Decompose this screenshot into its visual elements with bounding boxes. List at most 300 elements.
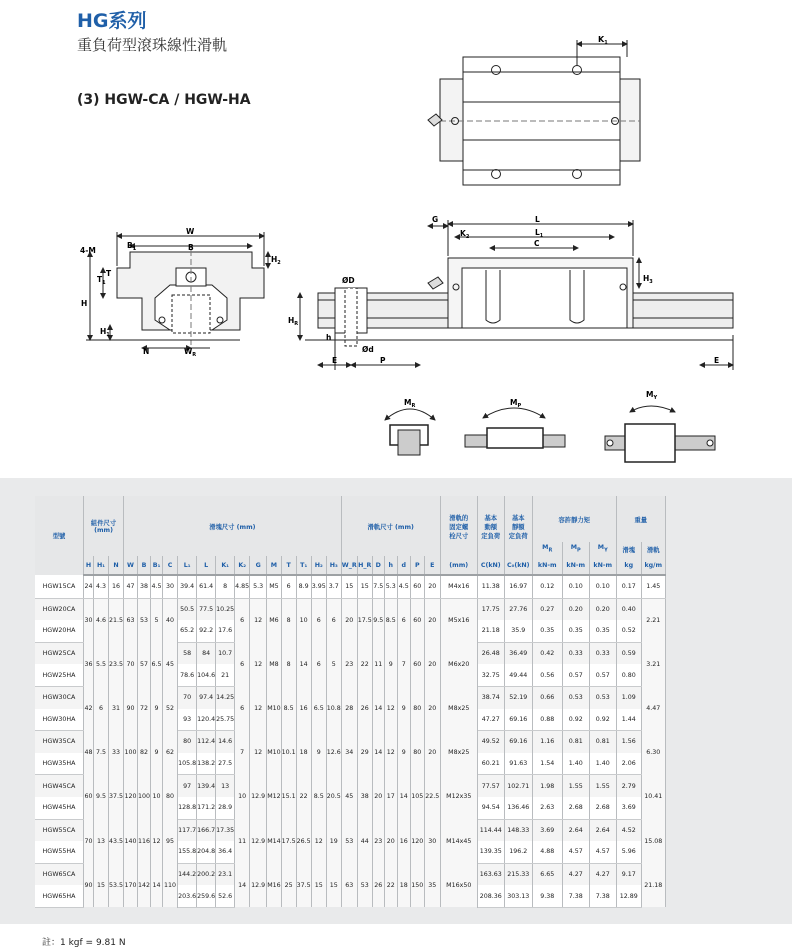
table-cell: 16 [397, 819, 410, 863]
header-block: 滑塊尺寸 (mm) [124, 496, 342, 556]
header-column: D [372, 556, 384, 575]
table-cell: 60 [410, 575, 424, 598]
header-model: 型號 [35, 496, 84, 575]
header-rail: 滑軌尺寸 (mm) [341, 496, 440, 556]
table-cell: 120 [124, 775, 138, 819]
table-cell: 1.45 [641, 575, 665, 598]
table-cell: 5.5 [94, 642, 109, 686]
header-column: H_R [357, 556, 372, 575]
table-cell: 90 [84, 863, 94, 907]
table-cell: 6 [235, 686, 250, 730]
model-cell: HGW25HA [35, 664, 84, 686]
table-cell: 4.57 [562, 841, 589, 863]
table-cell: 3.21 [641, 642, 665, 686]
table-cell: 163.63 [477, 863, 504, 885]
table-cell: 44 [357, 819, 372, 863]
table-cell: 62 [163, 731, 178, 775]
dim-h: h [326, 333, 332, 342]
table-cell: 9.17 [616, 863, 641, 885]
table-cell: 9 [397, 686, 410, 730]
subscript: Y [604, 547, 608, 554]
table-cell: 17.35 [216, 819, 235, 841]
dim-G: G [432, 215, 439, 224]
header-column: M [267, 556, 281, 575]
table-row [35, 575, 665, 598]
table-cell: 63 [124, 598, 138, 642]
header-column: P [410, 556, 424, 575]
table-cell: 53 [341, 819, 357, 863]
dim-HR: $H_R$ [288, 316, 299, 327]
dim-H: H [81, 299, 88, 308]
dim-B1: $B_1$ [127, 241, 137, 252]
table-cell: 29 [357, 731, 372, 775]
table-cell: 0.20 [562, 598, 589, 620]
table-cell: 5.3 [250, 575, 267, 598]
table-cell: 1.09 [616, 686, 641, 708]
table-cell: 3.7 [326, 575, 341, 598]
table-cell: 0.35 [589, 620, 616, 642]
table-cell: 9.5 [94, 775, 109, 819]
model-cell: HGW65HA [35, 885, 84, 907]
table-cell: 91.63 [504, 753, 532, 775]
table-cell: 4.47 [641, 686, 665, 730]
series-title: HG系列 [77, 10, 147, 32]
table-cell: 23.5 [109, 642, 124, 686]
table-cell: M6 [267, 598, 281, 642]
table-cell: 65.2 [178, 620, 197, 642]
table-cell: 97.4 [197, 686, 216, 708]
table-cell: 170 [124, 863, 138, 907]
table-cell: 8.9 [296, 575, 311, 598]
table-cell: 60 [410, 642, 424, 686]
table-cell: 200.2 [197, 863, 216, 885]
table-cell: 14 [235, 863, 250, 907]
header-assembly: 組件尺寸 (mm) [84, 496, 124, 556]
table-cell: 6.5 [151, 642, 163, 686]
table-cell: 19 [326, 819, 341, 863]
table-cell: 4.52 [616, 819, 641, 841]
table-cell: 45 [163, 642, 178, 686]
table-cell: 0.17 [616, 575, 641, 598]
table-cell: 0.53 [589, 686, 616, 708]
header-column: K₁ [216, 556, 235, 575]
table-cell: M16 [267, 863, 281, 907]
table-cell: 36.49 [504, 642, 532, 664]
model-cell: HGW30CA [35, 686, 84, 708]
table-cell: 120 [410, 819, 424, 863]
table-cell: M5x16 [440, 598, 477, 642]
spec-table-panel [0, 478, 792, 924]
table-cell: 196.2 [504, 841, 532, 863]
table-cell: 12 [384, 731, 397, 775]
table-cell: 17.5 [357, 598, 372, 642]
table-cell: 52 [163, 686, 178, 730]
dim-K2: $K_2$ [460, 229, 470, 240]
header-column: d [397, 556, 410, 575]
table-cell: 14 [372, 686, 384, 730]
table-cell: 70 [124, 642, 138, 686]
table-cell: 31 [109, 686, 124, 730]
model-cell: HGW20CA [35, 598, 84, 620]
label-MP: $M_P$ [510, 398, 522, 409]
table-cell: 47.27 [477, 709, 504, 731]
table-cell: 171.2 [197, 797, 216, 819]
table-cell: 38.74 [477, 686, 504, 708]
table-cell: 9.5 [372, 598, 384, 642]
header-bolt: 滑軌的 固定螺 栓尺寸 [440, 496, 477, 556]
table-cell: 52.6 [216, 885, 235, 907]
table-cell: 6 [311, 598, 326, 642]
table-cell: 39.4 [178, 575, 197, 598]
table-cell: 80 [410, 686, 424, 730]
table-cell: 26 [372, 863, 384, 907]
table-cell: 144.2 [178, 863, 197, 885]
table-cell: 10.7 [216, 642, 235, 664]
table-cell: 9 [311, 731, 326, 775]
table-cell: 10.25 [216, 598, 235, 620]
label-MY: $M_Y$ [646, 390, 658, 401]
table-cell: 1.54 [532, 753, 562, 775]
table-cell: 14.25 [216, 686, 235, 708]
table-cell: 12 [250, 731, 267, 775]
table-cell: 15 [341, 575, 357, 598]
header-column: (mm) [440, 556, 477, 575]
table-cell: 17.75 [477, 598, 504, 620]
table-cell: 208.36 [477, 885, 504, 907]
table-cell: 14 [372, 731, 384, 775]
table-cell: 3.69 [532, 819, 562, 841]
table-cell: 5.3 [384, 575, 397, 598]
table-cell: 77.57 [477, 775, 504, 797]
table-cell: 26.5 [296, 819, 311, 863]
table-cell: 6.65 [532, 863, 562, 885]
table-cell: 17.5 [281, 819, 296, 863]
table-cell: 4.27 [589, 863, 616, 885]
header-weight: 重量 [616, 496, 665, 542]
table-cell: 0.33 [562, 642, 589, 664]
table-row [35, 598, 665, 620]
table-cell: 2.21 [641, 598, 665, 642]
header-column: W [124, 556, 138, 575]
table-cell: 166.7 [197, 819, 216, 841]
table-cell: 2.06 [616, 753, 641, 775]
table-cell: 8.5 [311, 775, 326, 819]
table-cell: 21.5 [109, 598, 124, 642]
table-cell: 8.5 [281, 686, 296, 730]
table-cell: 48 [84, 731, 94, 775]
table-cell: 8 [281, 642, 296, 686]
table-cell: 14 [296, 642, 311, 686]
table-cell: 136.46 [504, 797, 532, 819]
header-column: h [384, 556, 397, 575]
table-cell: 1.55 [589, 775, 616, 797]
table-cell: 60 [410, 598, 424, 642]
table-cell: 2.79 [616, 775, 641, 797]
table-cell: 0.52 [616, 620, 641, 642]
header-moment-sub: $M_P$ [562, 542, 589, 556]
table-cell: 30 [424, 819, 440, 863]
model-cell: HGW25CA [35, 642, 84, 664]
table-cell: 2.68 [562, 797, 589, 819]
table-cell: 24 [84, 575, 94, 598]
table-cell: 0.81 [589, 731, 616, 753]
table-cell: M5 [267, 575, 281, 598]
table-cell: 34 [341, 731, 357, 775]
table-cell: 7.38 [589, 885, 616, 907]
table-row [35, 819, 665, 841]
table-cell: 6 [281, 575, 296, 598]
table-cell: 9 [151, 686, 163, 730]
table-cell: M6x20 [440, 642, 477, 686]
subscript: P [577, 547, 581, 554]
table-cell: 23.1 [216, 863, 235, 885]
dim-H2: $H_2$ [271, 255, 281, 266]
header-column: kg/m [641, 556, 665, 575]
table-cell: 0.66 [532, 686, 562, 708]
table-cell: 6 [311, 642, 326, 686]
table-cell: 8 [281, 598, 296, 642]
table-cell: 139.4 [197, 775, 216, 797]
table-cell: 61.4 [197, 575, 216, 598]
table-cell: M10 [267, 731, 281, 775]
table-cell: 1.40 [589, 753, 616, 775]
table-cell: 18 [296, 731, 311, 775]
table-row [35, 731, 665, 753]
table-cell: 4.5 [397, 575, 410, 598]
table-cell: 10.41 [641, 775, 665, 819]
header-column: E [424, 556, 440, 575]
table-cell: 303.13 [504, 885, 532, 907]
table-cell: M10 [267, 686, 281, 730]
header-column: L [197, 556, 216, 575]
table-cell: 5.96 [616, 841, 641, 863]
table-cell: 93 [178, 709, 197, 731]
table-cell: 1.56 [616, 731, 641, 753]
table-cell: 10 [296, 598, 311, 642]
spec-table [35, 496, 666, 908]
dim-T1: $T_1$ [97, 275, 106, 286]
table-cell: M8x25 [440, 686, 477, 730]
header-column: B₁ [151, 556, 163, 575]
table-cell: 52.19 [504, 686, 532, 708]
table-cell: 10 [235, 775, 250, 819]
table-cell: 15 [357, 575, 372, 598]
table-cell: 22.5 [424, 775, 440, 819]
table-cell: 2.68 [589, 797, 616, 819]
header-column: N [109, 556, 124, 575]
table-cell: 42 [84, 686, 94, 730]
table-cell: 2.64 [589, 819, 616, 841]
table-cell: 10.8 [326, 686, 341, 730]
header-moment-sub: $M_R$ [532, 542, 562, 556]
table-cell: 104.6 [197, 664, 216, 686]
table-cell: 0.20 [589, 598, 616, 620]
header-column: C [163, 556, 178, 575]
table-cell: 14 [151, 863, 163, 907]
table-cell: 14 [397, 775, 410, 819]
table-cell: M8 [267, 642, 281, 686]
table-cell: 12 [250, 686, 267, 730]
table-cell: 47 [124, 575, 138, 598]
table-cell: 78.6 [178, 664, 197, 686]
table-cell: 0.56 [532, 664, 562, 686]
dim-K1: $K_1$ [598, 35, 608, 46]
table-cell: 6 [326, 598, 341, 642]
table-cell: 117.7 [178, 819, 197, 841]
table-cell: 27.76 [504, 598, 532, 620]
table-cell: 95 [163, 819, 178, 863]
table-cell: 6 [94, 686, 109, 730]
table-cell: 12 [384, 686, 397, 730]
table-cell: 84 [197, 642, 216, 664]
table-cell: 80 [410, 731, 424, 775]
table-cell: M4x16 [440, 575, 477, 598]
subscript: R [548, 547, 553, 554]
table-cell: 80 [178, 731, 197, 753]
table-cell: 58 [178, 642, 197, 664]
table-cell: 105 [410, 775, 424, 819]
table-cell: 12 [151, 819, 163, 863]
table-cell: 77.5 [197, 598, 216, 620]
table-cell: 9 [397, 731, 410, 775]
table-cell: 7.5 [372, 575, 384, 598]
table-cell: 22 [296, 775, 311, 819]
table-cell: 140 [124, 819, 138, 863]
table-cell: 4.57 [589, 841, 616, 863]
table-cell: 6.30 [641, 731, 665, 775]
table-cell: 17.6 [216, 620, 235, 642]
table-cell: 10 [151, 775, 163, 819]
model-cell: HGW55HA [35, 841, 84, 863]
table-cell: 139.35 [477, 841, 504, 863]
footnote: 註：1 kgf = 9.81 N [42, 938, 126, 948]
model-cell: HGW45HA [35, 797, 84, 819]
table-cell: 116 [138, 819, 151, 863]
table-cell: 4.88 [532, 841, 562, 863]
label-4M: 4-M [80, 246, 96, 255]
table-cell: 60 [84, 775, 94, 819]
table-cell: 21.18 [641, 863, 665, 907]
table-cell: 33 [109, 731, 124, 775]
table-cell: 10.1 [281, 731, 296, 775]
table-cell: 12.9 [250, 819, 267, 863]
moment-diagrams [385, 406, 715, 462]
table-cell: 35 [424, 863, 440, 907]
header-column: H [84, 556, 94, 575]
model-heading: (3) HGW-CA / HGW-HA [77, 92, 251, 108]
table-cell: 150 [410, 863, 424, 907]
table-cell: 7.38 [562, 885, 589, 907]
header-column: kN-m [589, 556, 616, 575]
table-cell: 0.80 [616, 664, 641, 686]
table-cell: 30 [163, 575, 178, 598]
table-cell: 21 [216, 664, 235, 686]
table-cell: 27.5 [216, 753, 235, 775]
table-cell: 5 [151, 598, 163, 642]
header-column: kN-m [532, 556, 562, 575]
table-cell: 20 [372, 775, 384, 819]
table-cell: M14x45 [440, 819, 477, 863]
table-cell: 25.75 [216, 709, 235, 731]
table-cell: 215.33 [504, 863, 532, 885]
table-cell: 13 [94, 819, 109, 863]
table-row [35, 642, 665, 664]
model-cell: HGW65CA [35, 863, 84, 885]
table-cell: 5 [326, 642, 341, 686]
table-cell: 100 [124, 731, 138, 775]
table-cell: 69.16 [504, 731, 532, 753]
table-cell: 7.5 [94, 731, 109, 775]
table-cell: 259.6 [197, 885, 216, 907]
header-column: T [281, 556, 296, 575]
table-cell: 20 [424, 575, 440, 598]
table-cell: 16.97 [504, 575, 532, 598]
table-cell: 23 [372, 819, 384, 863]
table-cell: 97 [178, 775, 197, 797]
table-cell: 20.5 [326, 775, 341, 819]
table-cell: 49.52 [477, 731, 504, 753]
table-cell: 4.3 [94, 575, 109, 598]
table-cell: 11 [372, 642, 384, 686]
table-cell: 2.64 [562, 819, 589, 841]
table-cell: 114.44 [477, 819, 504, 841]
table-cell: 20 [424, 598, 440, 642]
table-cell: 0.10 [562, 575, 589, 598]
dim-phiD: ØD [342, 276, 355, 285]
table-cell: 15 [311, 863, 326, 907]
table-cell: 21.18 [477, 620, 504, 642]
dim-H3: $H_3$ [643, 274, 653, 285]
header-moment-sub: $M_Y$ [589, 542, 616, 556]
table-cell: 0.35 [532, 620, 562, 642]
table-cell: 0.42 [532, 642, 562, 664]
table-cell: 70 [178, 686, 197, 708]
table-cell: 9 [384, 642, 397, 686]
model-cell: HGW35CA [35, 731, 84, 753]
header-column: B [138, 556, 151, 575]
table-cell: 20 [341, 598, 357, 642]
table-cell: 92.2 [197, 620, 216, 642]
table-cell: 23 [341, 642, 357, 686]
table-cell: 4.85 [235, 575, 250, 598]
table-cell: 8 [216, 575, 235, 598]
table-cell: 26.48 [477, 642, 504, 664]
table-cell: 17 [384, 775, 397, 819]
model-cell: HGW35HA [35, 753, 84, 775]
table-cell: 16 [296, 686, 311, 730]
table-cell: 155.8 [178, 841, 197, 863]
table-cell: 0.92 [589, 709, 616, 731]
header-column: G [250, 556, 267, 575]
table-cell: 0.53 [562, 686, 589, 708]
table-cell: 1.44 [616, 709, 641, 731]
model-cell: HGW30HA [35, 709, 84, 731]
table-cell: 0.88 [532, 709, 562, 731]
header-column: W_R [341, 556, 357, 575]
table-cell: 28 [341, 686, 357, 730]
table-cell: 13 [216, 775, 235, 797]
table-cell: 4.6 [94, 598, 109, 642]
dim-C: C [534, 239, 540, 248]
dim-E-left: E [332, 356, 338, 365]
table-cell: 0.92 [562, 709, 589, 731]
table-cell: 40 [163, 598, 178, 642]
dim-H1: $H_1$ [100, 327, 110, 338]
table-cell: 53 [357, 863, 372, 907]
model-cell: HGW15CA [35, 575, 84, 598]
table-cell: 142 [138, 863, 151, 907]
header-static-load: 基本 靜額 定負荷 [504, 496, 532, 556]
